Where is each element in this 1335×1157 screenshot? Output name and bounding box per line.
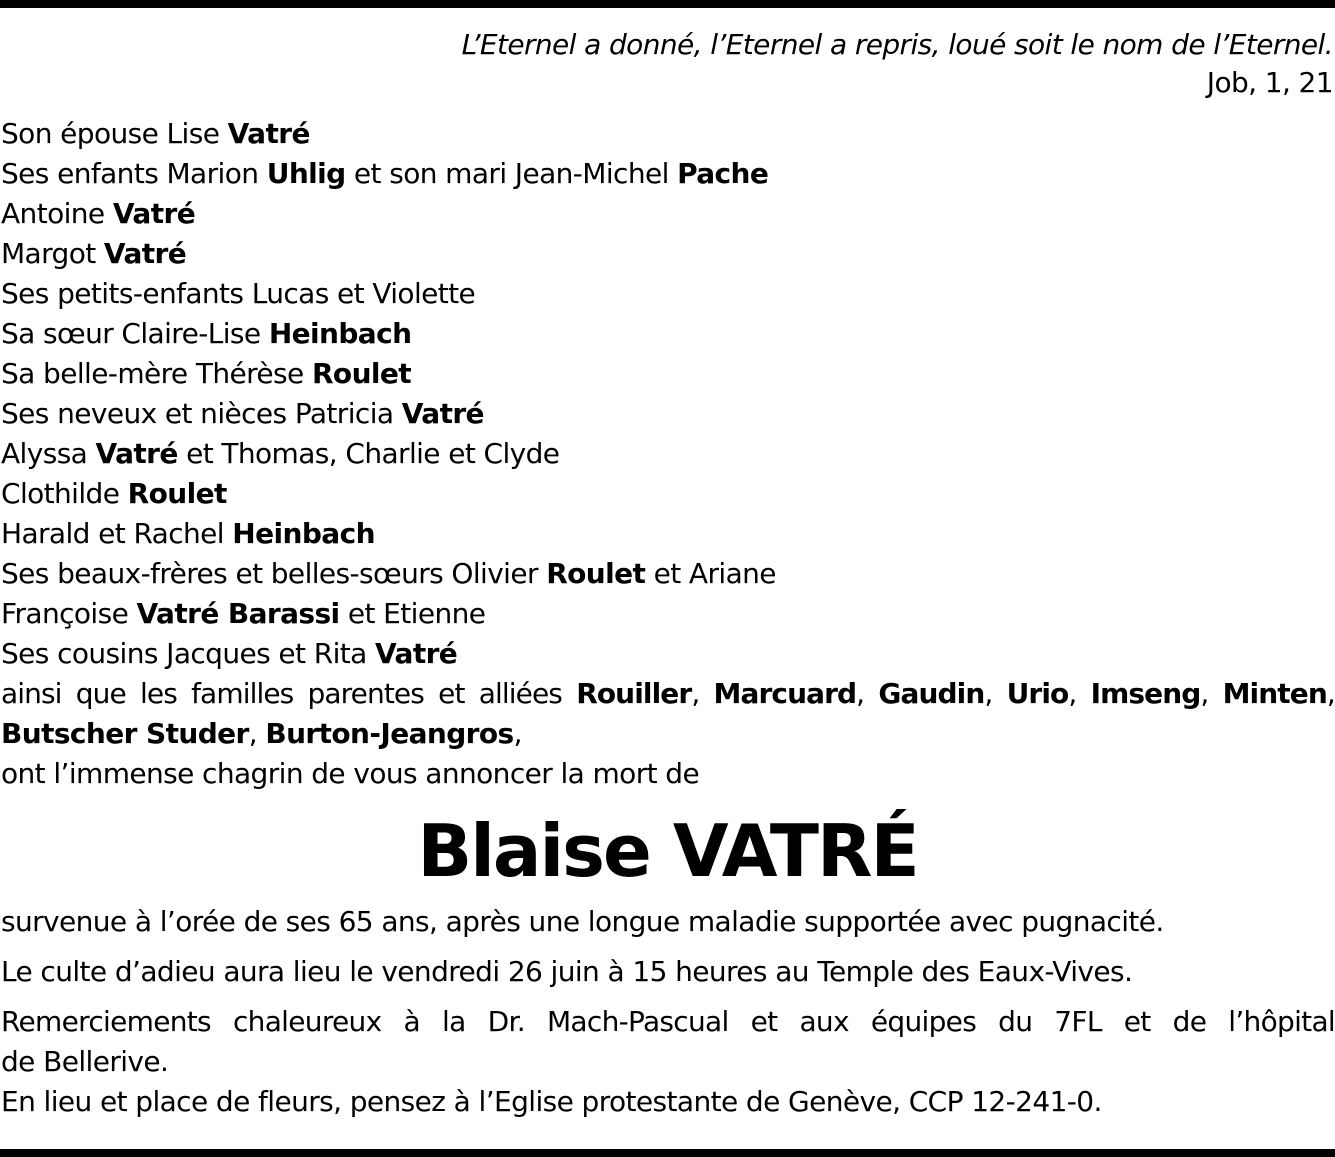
family-line-text: Sa sœur Claire-Lise (1, 317, 269, 350)
family-line (1, 274, 1335, 314)
bottom-border-rule (0, 1149, 1335, 1157)
allied-surname: Imseng (1090, 677, 1201, 710)
flowers-paragraph: En lieu et place de fleurs, pensez à l’Eglise protestante de Genève, CCP 12-241-0. (1, 1085, 1102, 1118)
service-paragraph: Le culte d’adieu aura lieu le vendredi 26 juin à 15 heures au Temple des Eaux-Vives. (1, 955, 1133, 988)
family-line-text: et Ariane (645, 557, 776, 590)
family-line-surname: Roulet (127, 477, 227, 510)
family-line-surname: Heinbach (232, 517, 375, 550)
allied-surname: Marcuard (713, 677, 857, 710)
family-line-surname: Roulet (546, 557, 646, 590)
family-line (1, 234, 1335, 274)
family-line (1, 114, 1335, 154)
quote-reference: Job, 1, 21 (1206, 66, 1333, 99)
quote-text: L’Eternel a donné, l’Eternel a repris, loué soit le nom de l’Eternel. (461, 28, 1333, 61)
family-line-surname: Vatré (112, 197, 196, 230)
obituary-details (1, 902, 1335, 1122)
family-line (1, 154, 1335, 194)
family-line (1, 554, 1335, 594)
family-line-text: Ses neveux et nièces Patricia (1, 397, 402, 430)
family-line (1, 194, 1335, 234)
family-line-surname: Uhlig (266, 157, 346, 190)
family-line (1, 394, 1335, 434)
allied-surname: Rouiller (576, 677, 692, 710)
family-line-surname: Roulet (311, 357, 412, 390)
family-line-text: Antoine (1, 197, 113, 230)
thanks-line-2: de Bellerive. (1, 1045, 169, 1078)
family-line-text: Harald et Rachel (1, 517, 233, 550)
allied-families-line-2: Butscher Studer, Burton-Jeangros, (1, 717, 522, 750)
family-line-surname: Vatré (103, 237, 187, 270)
family-line-text: Françoise (1, 597, 137, 630)
family-line-text: et Thomas, Charlie et Clyde (177, 437, 560, 470)
family-line (1, 594, 1335, 634)
family-line-surname: Vatré (227, 117, 310, 150)
thanks-line-1: Remerciements chaleureux à la Dr. Mach-Pascual et aux équipes du 7FL et de l’hôpital (1, 1005, 1335, 1038)
family-line-surname: Vatré (95, 437, 178, 470)
family-line-text: Margot (1, 237, 104, 270)
family-line-text: Son épouse Lise (1, 117, 228, 150)
passing-paragraph: survenue à l’orée de ses 65 ans, après une longue maladie supportée avec pugnacité. (1, 905, 1164, 938)
family-line-text: Alyssa (1, 437, 96, 470)
family-line-text: Ses cousins Jacques et Rita (1, 637, 375, 670)
allied-surname: Butscher Studer (1, 717, 249, 750)
family-line-surname: Vatré (374, 637, 458, 670)
family-line-surname: Pache (677, 157, 769, 190)
top-border-rule (0, 0, 1335, 8)
allied-surname: Gaudin (878, 677, 985, 710)
allied-intro: ainsi que les familles parentes et alliées (1, 677, 577, 710)
family-line-surname: Vatré (401, 397, 484, 430)
family-line-text: et son mari Jean-Michel (345, 157, 678, 190)
family-line (1, 474, 1335, 514)
family-list (1, 114, 1335, 794)
deceased-name: Blaise VATRÉ (417, 809, 918, 893)
family-line-text: Sa belle-mère Thérèse (1, 357, 312, 390)
family-line-surname: Vatré Barassi (136, 597, 340, 630)
family-line (1, 514, 1335, 554)
thanks-paragraph (1, 1002, 1335, 1082)
family-line (1, 354, 1335, 394)
family-line-text: Clothilde (1, 477, 128, 510)
family-line-text: Ses enfants Marion (1, 157, 267, 190)
allied-surname: Urio (1006, 677, 1069, 710)
family-line (1, 634, 1335, 674)
announcement-line: ont l’immense chagrin de vous annoncer la mort de (1, 757, 700, 790)
family-line-text: Ses petits-enfants Lucas et Violette (1, 277, 476, 310)
allied-surname: Burton-Jeangros (265, 717, 514, 750)
bible-quote (462, 26, 1333, 102)
family-line (1, 314, 1335, 354)
family-line (1, 434, 1335, 474)
family-line-text: et Etienne (339, 597, 486, 630)
family-line-text: Ses beaux-frères et belles-sœurs Olivier (1, 557, 547, 590)
family-line-surname: Heinbach (268, 317, 412, 350)
allied-surname: Minten (1222, 677, 1327, 710)
allied-families-line: ainsi que les familles parentes et alliées Rouiller, Marcuard, Gaudin, Urio, Imseng, Minten, (1, 677, 1335, 710)
